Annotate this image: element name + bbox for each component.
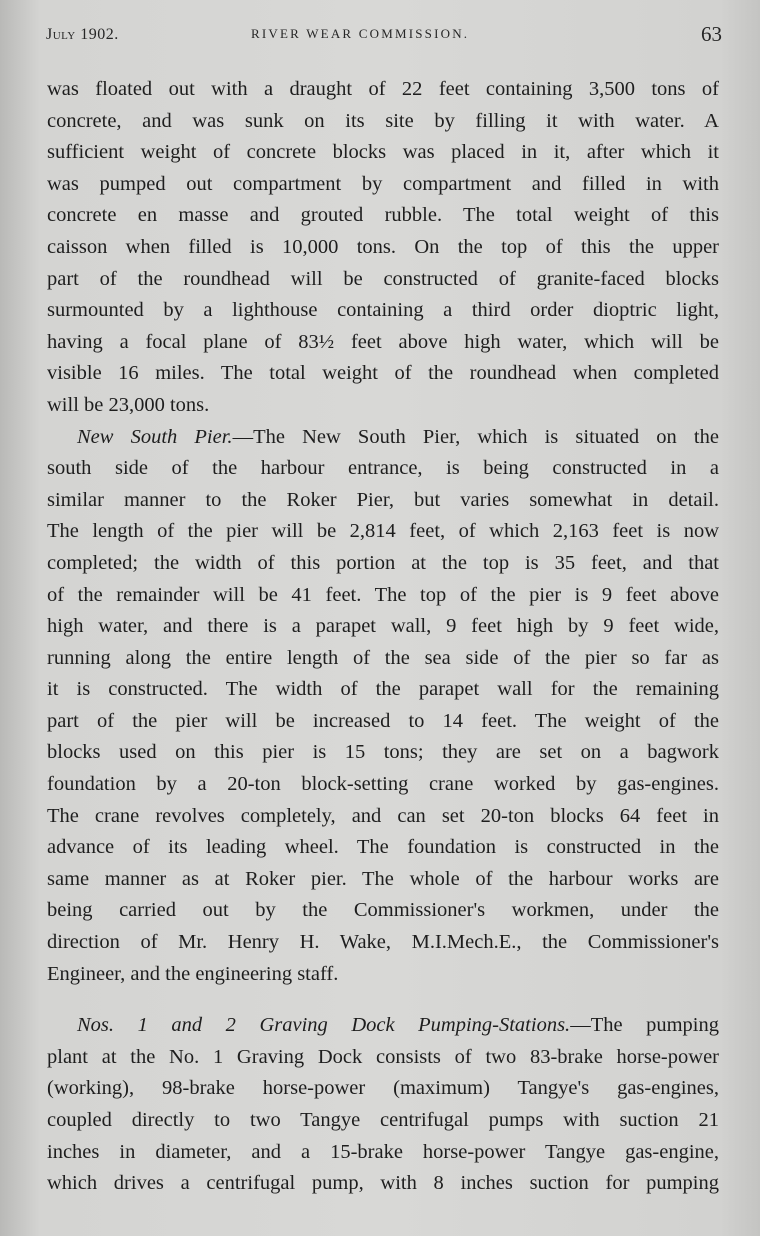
paragraph-caisson [47,74,719,422]
text-line: part of the pier will be increased to 14 feet. The weight of the [47,709,719,732]
running-header [46,22,722,46]
text-line: surmounted by a lighthouse containing a third order dioptric light, [47,299,719,322]
page-number: 63 [701,22,722,46]
text-line: completed; the width of this portion at the top is 35 feet, and that [47,551,719,574]
text-line: similar manner to the Roker Pier, but varies somewhat in detail. [47,488,719,511]
text-line: (working), 98-brake horse-power (maximum) Tangye's gas-engines, [47,1077,719,1100]
text-line: advance of its leading wheel. The foundation is constructed in the [47,836,719,859]
section-heading: New South Pier. [77,425,233,448]
text-line: blocks used on this pier is 15 tons; they are set on a bagwork [47,741,719,764]
text-line: same manner as at Roker pier. The whole of the harbour works are [47,867,719,890]
header-date: July 1902. [46,26,119,43]
text-line: running along the entire length of the sea side of the pier so far as [47,646,719,669]
paragraph-gap [47,990,719,1010]
text-line: having a focal plane of 83½ feet above high water, which will be [47,330,719,353]
header-title: RIVER WEAR COMMISSION. [251,26,470,41]
text-line: coupled directly to two Tangye centrifugal pumps with suction 21 [47,1109,719,1131]
text-line: Engineer, and the engineering staff. [47,962,339,985]
text-line: which drives a centrifugal pump, with 8 inches suction for pumping [47,1172,719,1195]
text-line: Nos. 1 and 2 Graving Dock Pumping-Stations.—The pumping [77,1014,719,1037]
text-line: New South Pier.—The New South Pier, which is situated on the [77,425,719,448]
text-line: The crane revolves completely, and can set 20-ton blocks 64 feet in [47,804,719,827]
text-line: will be 23,000 tons. [47,393,210,416]
paragraph-pumping-stations [47,1010,719,1200]
text-line: was pumped out compartment by compartment and filled in with [47,172,719,195]
text-line: was floated out with a draught of 22 feet containing 3,500 tons of [47,78,719,100]
section-heading: Nos. 1 and 2 Graving Dock Pumping-Stations. [77,1014,571,1037]
text-line: foundation by a 20-ton block-setting crane worked by gas-engines. [47,773,719,796]
text-line: concrete en masse and grouted rubble. The total weight of this [47,204,719,227]
text-line: being carried out by the Commissioner's workmen, under the [47,899,719,922]
text-line: high water, and there is a parapet wall, 9 feet high by 9 feet wide, [47,615,719,638]
paragraph-new-south-pier [47,422,719,991]
text-line: The length of the pier will be 2,814 feet, of which 2,163 feet is now [47,520,719,543]
text-line: plant at the No. 1 Graving Dock consists of two 83-brake horse-power [47,1045,719,1068]
text-line: of the remainder will be 41 feet. The top of the pier is 9 feet above [47,583,719,606]
text-line: part of the roundhead will be constructed of granite-faced blocks [47,267,719,290]
text-line: direction of Mr. Henry H. Wake, M.I.Mech.E., the Commissioner's [47,931,719,954]
text-line: south side of the harbour entrance, is being constructed in a [47,457,719,480]
text-line: it is constructed. The width of the parapet wall for the remaining [47,678,719,701]
text-line: visible 16 miles. The total weight of the roundhead when completed [47,362,719,385]
text-line: concrete, and was sunk on its site by filling it with water. A [47,109,719,132]
text-line: inches in diameter, and a 15-brake horse-power Tangye gas-engine, [47,1140,719,1163]
page-body [47,74,719,1200]
text-line: sufficient weight of concrete blocks was placed in it, after which it [47,141,719,164]
text-line: caisson when filled is 10,000 tons. On the top of this the upper [47,235,719,258]
